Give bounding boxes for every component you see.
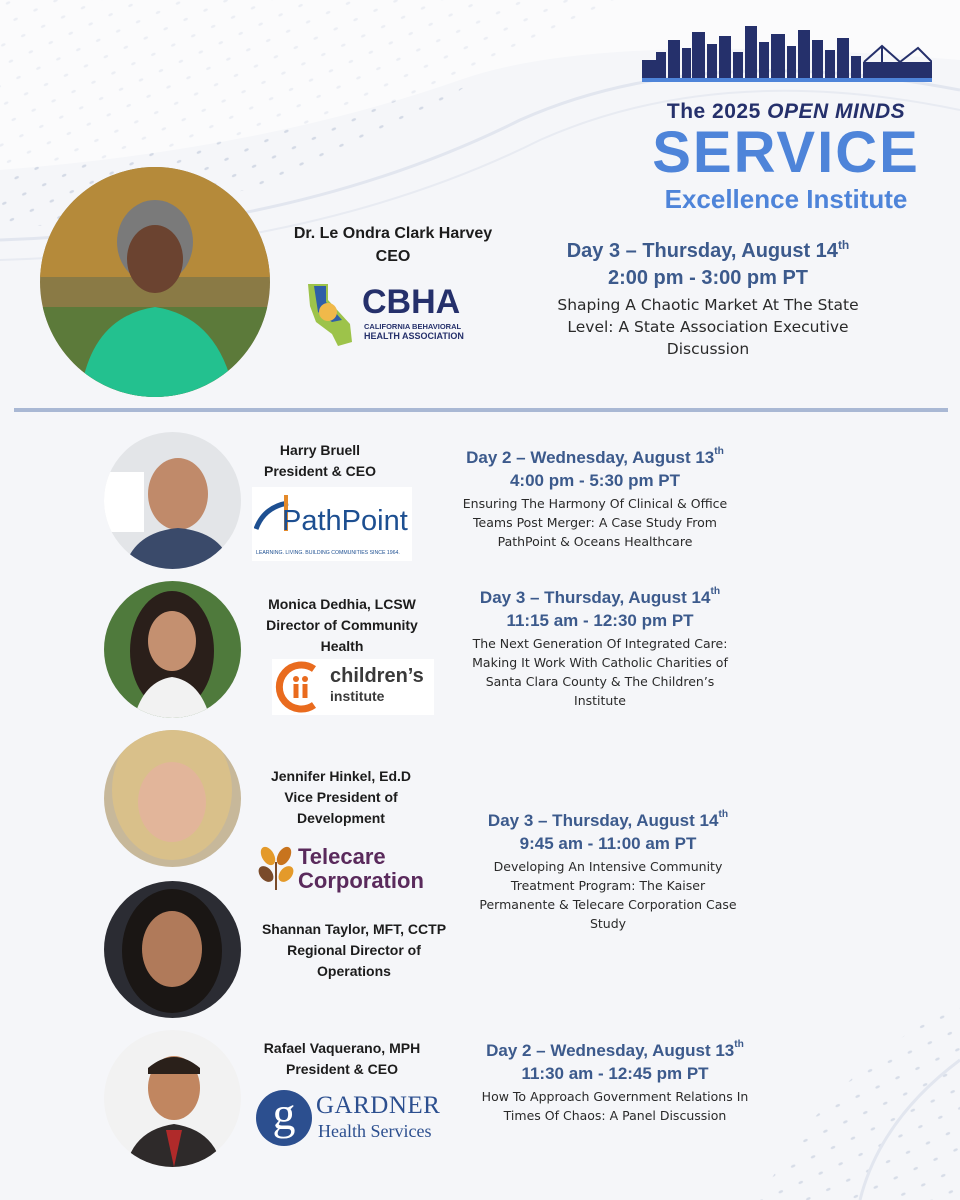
session-vaquerano: Day 2 – Wednesday, August 13th 11:30 am - 12:45 pm PT How To Approach Government Relations In Times Of Chaos: A Panel Discussion (481, 1039, 749, 1123)
speaker-title: CEO (375, 248, 411, 265)
cbha-acronym: CBHA (362, 283, 461, 321)
childrens-institute-icon (274, 661, 326, 713)
pathpoint-logo: PathPoint LEARNING. LIVING. BUILDING COMMUNITIES SINCE 1964. (252, 487, 412, 561)
speaker-info-taylor: Shannan Taylor, MFT, CCTP Regional Director of Operations (261, 921, 447, 979)
event-title-service: SERVICE (652, 120, 920, 185)
section-divider (14, 408, 948, 412)
telecare-leaf-icon (256, 842, 296, 892)
session-day: Day 3 – Thursday, August 14th (566, 238, 850, 262)
event-title-line3: Excellence Institute (664, 184, 908, 214)
cbha-subtitle-2: HEALTH ASSOCIATION (364, 331, 464, 341)
featured-session (528, 240, 888, 360)
childrens-institute-logo: children’s institute (272, 659, 434, 715)
speaker-photo-hinkel (104, 730, 241, 867)
speaker-photo-dedhia (104, 581, 241, 718)
speaker-info-vaquerano: Rafael Vaquerano, MPH President & CEO (263, 1040, 421, 1077)
event-title-line1: The 2025 OPEN MINDS (666, 100, 906, 123)
speaker-photo-taylor (104, 881, 241, 1018)
speaker-photo-bruell (104, 432, 241, 569)
cbha-subtitle-1: CALIFORNIA BEHAVIORAL (364, 322, 462, 331)
event-logo (636, 22, 936, 214)
speaker-photo-vaquerano (104, 1030, 241, 1167)
city-skyline-icon (642, 22, 932, 82)
featured-speaker-info (270, 223, 516, 267)
session-time: 2:00 pm - 3:00 pm PT (607, 267, 809, 289)
california-map-icon (302, 282, 358, 348)
gardner-logo: g GARDNER Health Services (256, 1088, 442, 1148)
session-title: Shaping A Chaotic Market At The State Level: A State Association Executive Discussion (557, 296, 859, 358)
speaker-info-hinkel: Jennifer Hinkel, Ed.D Vice President of Development (270, 768, 412, 826)
cbha-logo (302, 282, 480, 348)
session-bruell: Day 2 – Wednesday, August 13th 4:00 pm - 5:30 pm PT Ensuring The Harmony Of Clinical & Office Teams Post Merger: A Case Study From PathPoint & Oceans Healthcare (462, 446, 728, 549)
session-dedhia: Day 3 – Thursday, August 14th 11:15 am - 12:30 pm PT The Next Generation Of Integrated Care: Making It Work With Catholic Charities of Santa Clara County & The Children’s Institute (472, 586, 728, 708)
speaker-info-bruell: Harry Bruell President & CEO (263, 442, 377, 479)
telecare-logo: Telecare Corporation (256, 842, 426, 896)
speaker-photo-clark-harvey (40, 167, 270, 397)
speaker-info-dedhia: Monica Dedhia, LCSW Director of Community Health (266, 596, 418, 654)
session-hinkel-taylor: Day 3 – Thursday, August 14th 9:45 am - 11:00 am PT Developing An Intensive Community Treatment Program: The Kaiser Permanente & Telecare Corporation Case Study (479, 809, 737, 931)
speaker-name: Dr. Le Ondra Clark Harvey (293, 225, 493, 242)
